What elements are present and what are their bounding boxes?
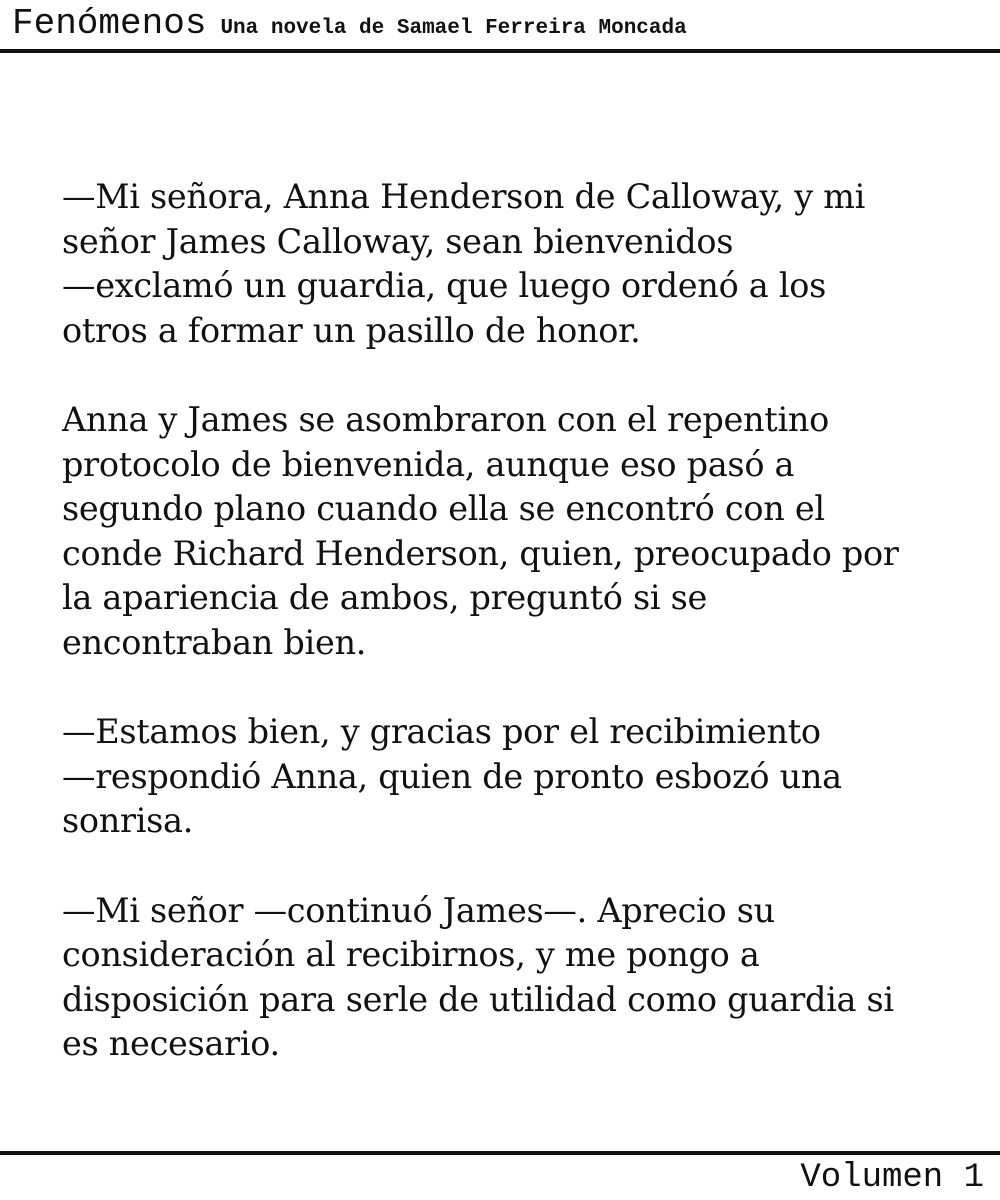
page-header <box>0 0 1000 53</box>
paragraph-2: Anna y James se asombraron con el repentino protocolo de bienvenida, aunque eso pasó a segundo plano cuando ella se encontró con el conde Richard Henderson, quien, preocupado por la apariencia de ambos, preguntó si se encontraban bien. <box>62 399 899 662</box>
volume-label: Volumen 1 <box>800 1159 984 1197</box>
book-title: Fenómenos <box>12 3 207 44</box>
book-subtitle: Una novela de Samael Ferreira Moncada <box>220 17 687 40</box>
paragraph-3: —Estamos bien, y gracias por el recibimiento —respondió Anna, quien de pronto esbozó una sonrisa. <box>62 712 842 841</box>
page-body <box>62 175 952 1111</box>
page-footer <box>0 1151 1000 1200</box>
paragraph-4: —Mi señor —continuó James—. Aprecio su consideración al recibirnos, y me pongo a disposición para serle de utilidad como guardia si es necesario. <box>62 890 894 1064</box>
paragraph-1: —Mi señora, Anna Henderson de Calloway, y mi señor James Calloway, sean bienvenidos —exclamó un guardia, que luego ordenó a los otros a formar un pasillo de honor. <box>62 177 866 350</box>
